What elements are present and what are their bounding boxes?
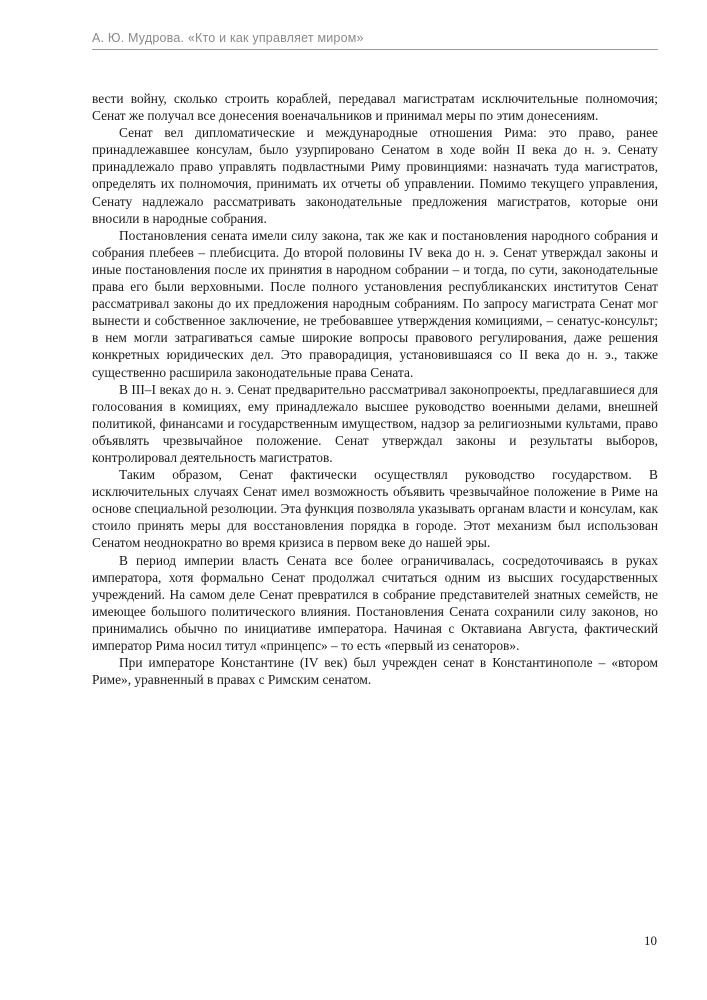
paragraph-6: В период империи власть Сената все более ограничивалась, сосредоточиваясь в руках императора, хотя формально Сенат продолжал считаться одним из высших государственных учреждений. На самом деле Сенат превратился в собрание представителей знатных семейств, не имеющее большого политического влияния. Постановления Сената сохранили силу законов, но принимались обычно по инициативе императора. Начиная с Октавиана Августа, фактический император Рима носил титул «принцепс» – то есть «первый из сенаторов». bbox=[92, 552, 658, 653]
paragraph-2: Сенат вел дипломатические и международные отношения Рима: это право, ранее принадлежавшее консулам, было узурпировано Сенатом в ходе войн II века до н. э. Сенату принадлежало право управлять подвластными Риму провинциями: назначать туда магистратов, определять их полномочия, принимать их отчеты об управлении. Помимо текущего управления, Сенату надлежало рассматривать законодательные предложения магистратов, которые они вносили в народные собрания. bbox=[92, 125, 658, 226]
paragraph-3: Постановления сената имели силу закона, так же как и постановления народного собрания и собрания плебеев – плебисцита. До второй половины IV века до н. э. Сенат утверждал законы и иные постановления после их принятия в народном собрании – и тогда, по сути, законодательные права его были верховными. После полного установления республиканских институтов Сенат рассматривал законы до их предложения народным собраниям. По запросу магистрата Сенат мог вынести и собственное заключение, не требовавшее утверждения комициями, – сенатус-консульт; в нем могли затрагиваться самые широкие вопросы правового регулирования, даже решения конкретных юридических дел. Это праворадиция, установившаяся со II века до н. э., также существенно расширила законодательные права Сената. bbox=[92, 227, 658, 380]
header-rule bbox=[92, 49, 658, 50]
paragraph-5: Таким образом, Сенат фактически осуществлял руководство государством. В исключительных случаях Сенат имел возможность объявить чрезвычайное положение в Риме на основе специальной резолюции. Эта функция позволяла указывать органам власти и консулам, как стоило принять меры для восстановления порядка в городе. Этот механизм был использован Сенатом неоднократно во время кризиса в первом веке до нашей эры. bbox=[92, 467, 658, 551]
body-text bbox=[92, 90, 658, 688]
running-header: А. Ю. Мудрова. «Кто и как управляет миром» bbox=[92, 31, 364, 45]
paragraph-4: В III–I веках до н. э. Сенат предварительно рассматривал законопроекты, предлагавшиеся для голосования в комициях, ему принадлежало высшее руководство военными делами, внешней политикой, финансами и государственным имуществом, надзор за религиозными культами, право объявлять чрезвычайное положение. Сенат утверждал законы и результаты выборов, контролировал деятельность магистратов. bbox=[92, 381, 658, 465]
paragraph-7: При императоре Константине (IV век) был учрежден сенат в Константинополе – «втором Риме», уравненный в правах с Римским сенатом. bbox=[92, 655, 658, 688]
page-number: 10 bbox=[644, 933, 657, 948]
paragraph-1: вести войну, сколько строить кораблей, передавал магистратам исключительные полномочия; Сенат же получал все донесения военачальников и принимал меры по этим донесениям. bbox=[92, 91, 658, 124]
